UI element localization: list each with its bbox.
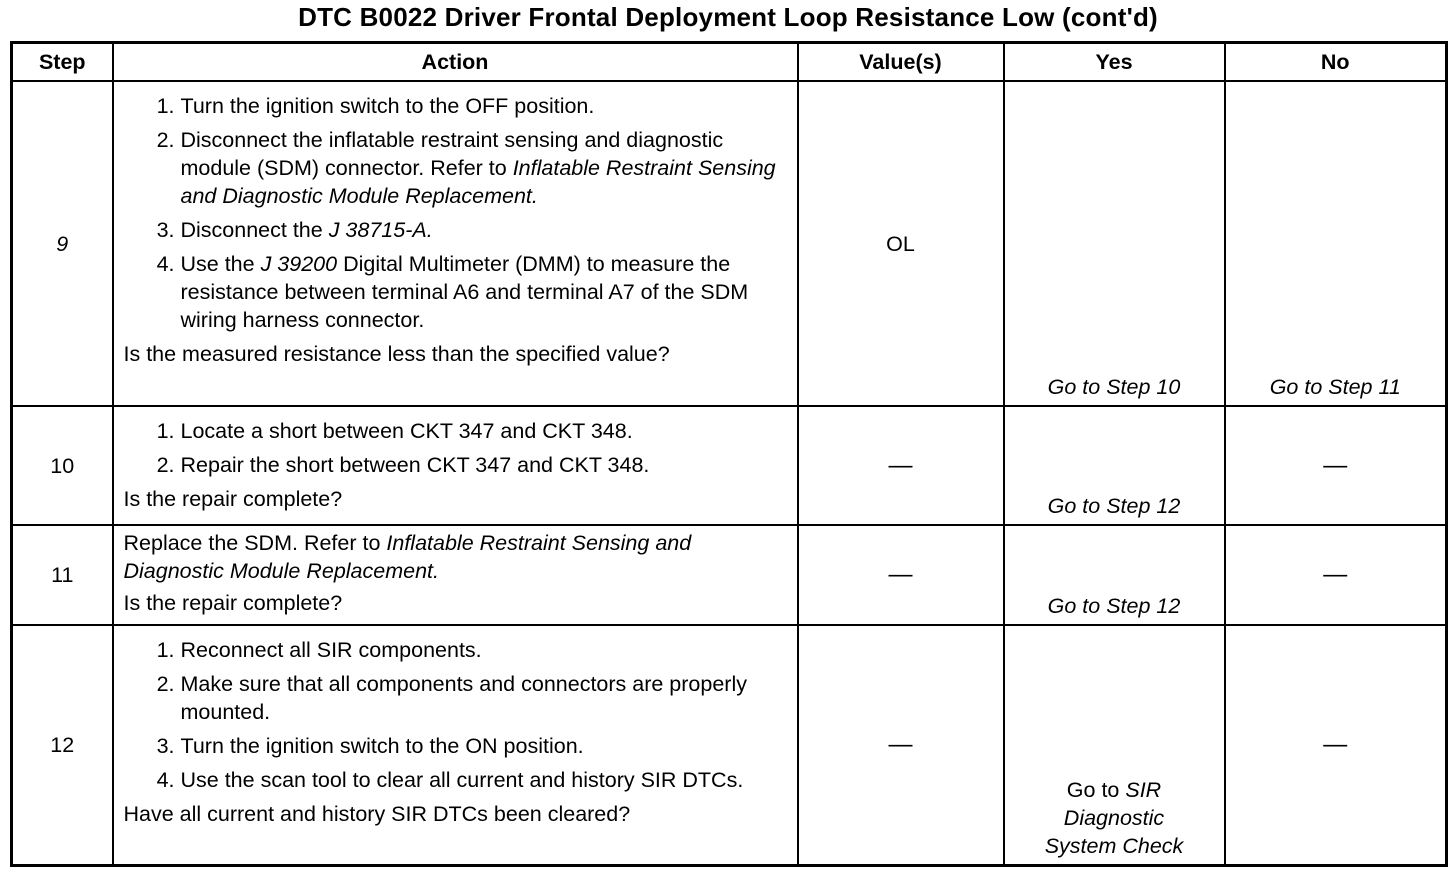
action-cell — [113, 81, 798, 406]
action-item: 2. Make sure that all components and connectors are properly mounted. — [181, 670, 789, 726]
no-cell — [1225, 81, 1447, 406]
no-cell: — — [1225, 625, 1447, 866]
page-title: DTC B0022 Driver Frontal Deployment Loop Resistance Low (cont'd) — [298, 2, 1158, 32]
action-cell — [113, 625, 798, 866]
header-values: Value(s) — [798, 43, 1004, 82]
question-text: Have all current and history SIR DTCs been cleared? — [123, 802, 631, 826]
header-no: No — [1225, 43, 1447, 82]
question-text: Is the repair complete? — [123, 487, 343, 511]
action-item: 1. Turn the ignition switch to the OFF position. — [181, 92, 789, 120]
yes-cell — [1004, 81, 1225, 406]
action-cell — [113, 406, 798, 525]
no-link: Go to Step 11 — [1269, 375, 1401, 399]
yes-cell — [1004, 406, 1225, 525]
action-text: Replace the SDM. Refer to Inflatable Restraint Sensing and Diagnostic Module Replacement. — [123, 531, 692, 583]
no-cell: — — [1225, 525, 1447, 625]
action-item: 4. Use the J 39200 Digital Multimeter (DMM) to measure the resistance between terminal A6 and terminal A7 of the SDM wiring harness connector. — [181, 250, 789, 334]
yes-link: Go to Step 10 — [1047, 375, 1181, 399]
no-cell: — — [1225, 406, 1447, 525]
step-number: 10 — [12, 406, 113, 525]
yes-link: Go to SIR Diagnostic System Check — [1044, 778, 1184, 858]
question-text: Is the measured resistance less than the specified value? — [123, 342, 670, 366]
header-action: Action — [113, 43, 798, 82]
step-number: 12 — [12, 625, 113, 866]
action-item: 3. Turn the ignition switch to the ON position. — [181, 732, 789, 760]
action-item: 1. Reconnect all SIR components. — [181, 636, 789, 664]
table-row-step-11 — [12, 525, 1447, 625]
table-row-step-9 — [12, 81, 1447, 406]
header-yes: Yes — [1004, 43, 1225, 82]
diagnostic-table — [10, 41, 1448, 867]
table-row-step-12 — [12, 625, 1447, 866]
action-cell — [113, 525, 798, 625]
yes-link: Go to Step 12 — [1047, 594, 1181, 618]
action-item: 1. Locate a short between CKT 347 and CKT 348. — [181, 417, 789, 445]
action-item: 2. Repair the short between CKT 347 and CKT 348. — [181, 451, 789, 479]
header-row — [12, 43, 1447, 82]
question-text: Is the repair complete? — [123, 591, 343, 615]
action-item: 2. Disconnect the inflatable restraint sensing and diagnostic module (SDM) connector. Refer to Inflatable Restraint Sensing and Diagnostic Module Replacement. — [181, 126, 789, 210]
table-row-step-10 — [12, 406, 1447, 525]
value-cell: — — [798, 625, 1004, 866]
yes-cell — [1004, 625, 1225, 866]
value-cell: — — [798, 525, 1004, 625]
header-step: Step — [12, 43, 113, 82]
yes-link: Go to Step 12 — [1047, 494, 1181, 518]
action-item: 4. Use the scan tool to clear all current and history SIR DTCs. — [181, 766, 789, 794]
value-cell: — — [798, 406, 1004, 525]
action-item: 3. Disconnect the J 38715-A. — [181, 216, 789, 244]
value-cell: OL — [798, 81, 1004, 406]
yes-cell — [1004, 525, 1225, 625]
step-number: 11 — [12, 525, 113, 625]
step-number: 9 — [12, 81, 113, 406]
